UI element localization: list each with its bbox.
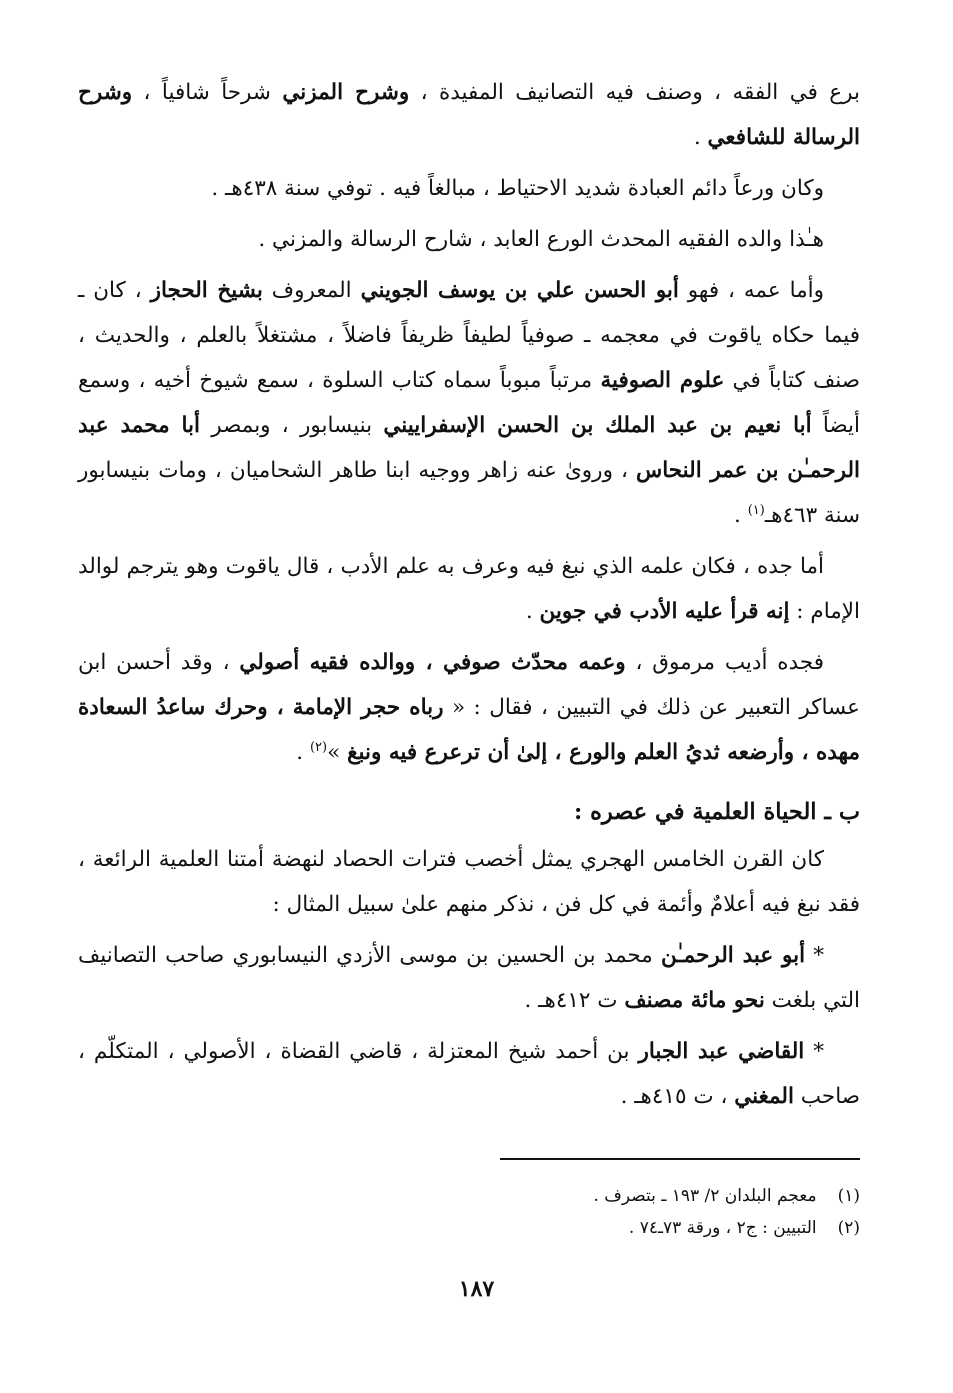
text-span: وكان ورعاً دائم العبادة شديد الاحتياط ، مبالغاً فيه . توفي سنة ٤٣٨هـ . <box>211 176 824 201</box>
paragraph <box>78 70 860 160</box>
bold-text: القاضي عبد الجبار <box>638 1039 805 1064</box>
text-span: » <box>327 740 348 765</box>
footnote-marker: (١) <box>747 502 765 518</box>
text-span: برع في الفقه ، وصنف فيه التصانيف المفيدة ، <box>409 80 860 105</box>
text-span: ت ٤١٢هـ . <box>524 988 625 1013</box>
text-span: مرتباً مبوباً سماه كتاب السلوة ، سمع شيوخ أخيه ، وسمع أيضاً <box>78 368 860 438</box>
bold-text: وشرح الرسالة للشافعي <box>78 80 860 150</box>
paragraph <box>78 837 860 927</box>
text-span: هـٰذا والده الفقيه المحدث الورع العابد ، شارح الرسالة والمزني . <box>258 227 824 252</box>
section-heading: ب ـ الحياة العلمية في عصره : <box>573 799 860 825</box>
text-span: ، وقد أحسن ابن عساكر التعبير عن ذلك في التبيين ، فقال : « <box>78 650 860 720</box>
paragraph <box>78 268 860 538</box>
bold-text: أبو الحسن علي بن يوسف الجويني <box>360 278 679 303</box>
page-number: ١٨٧ <box>458 1276 495 1302</box>
text-span: وأما عمه ، فهو <box>678 278 824 303</box>
paragraph <box>78 1029 860 1119</box>
text-span: بن أحمد شيخ المعتزلة ، قاضي القضاة ، الأصولي ، المتكلّم ، صاحب <box>78 1039 860 1109</box>
bold-text: أبا نعيم بن عبد الملك بن الحسن الإسفراييني <box>383 413 812 438</box>
footnote-2 <box>160 1212 860 1244</box>
text-span: كان القرن الخامس الهجري يمثل أخصب فترات الحصاد لنهضة أمتنا العلمية الرائعة ، فقد نبغ فيه أعلامٌ وأئمة في كل فن ، نذكر منهم علىٰ سبيل المثال : <box>78 847 860 917</box>
bold-text: نحو مائة مصنف <box>624 988 765 1013</box>
text-span: . <box>525 599 540 624</box>
paragraph <box>78 166 860 211</box>
page-body <box>78 70 860 1125</box>
bold-text: أبا محمد عبد الرحمـٰن بن عمر النحاس <box>78 413 860 483</box>
footnote-divider <box>500 1158 860 1160</box>
bold-text: وعمه محدّث صوفي ، ووالده فقيه أصولي <box>239 650 626 675</box>
text-span: ، ت ٤١٥هـ . <box>620 1084 735 1109</box>
paragraph <box>78 544 860 634</box>
paragraph <box>78 933 860 1023</box>
text-span: . <box>734 503 748 528</box>
second-text-block <box>78 837 860 1119</box>
text-span: . <box>296 740 310 765</box>
paragraph <box>78 217 860 262</box>
text-span: ، كان ـ فيما حكاه ياقوت في معجمه ـ صوفياً لطيفاً ظريفاً فاضلاً ، مشتغلاً بالعلم ، والحديث ، صنف كتاباً في <box>78 278 861 393</box>
footnote-text: معجم البلدان ٢/ ١٩٣ ـ بتصرف . <box>593 1186 817 1206</box>
footnote-1 <box>160 1180 860 1212</box>
text-span: . <box>693 125 708 150</box>
bold-text: علوم الصوفية <box>600 368 725 393</box>
text-span: * <box>804 1039 824 1064</box>
text-span: بنيسابور ، وبمصر <box>200 413 384 438</box>
paragraph <box>78 640 860 775</box>
text-span: * <box>805 943 824 968</box>
bold-text: إنه قرأ عليه الأدب في جوين <box>539 599 790 624</box>
footnote-marker: (٢) <box>309 739 328 755</box>
bold-text: أبو عبد الرحمـٰن <box>661 943 806 968</box>
text-span: المعروف <box>262 278 361 303</box>
text-span: شرحاً شافياً ، <box>132 80 283 105</box>
main-text-block <box>78 70 860 775</box>
bold-text: بشيخ الحجاز <box>150 278 263 303</box>
bold-text: المغني <box>734 1084 794 1109</box>
footnote-text: التبيين : ج٢ ، ورقة ٧٣ـ٧٤ . <box>628 1218 817 1238</box>
text-span: ، وروىٰ عنه زاهر ووجيه ابنا طاهر الشحاميان ، ومات بنيسابور سنة ٤٦٣هـ <box>78 458 860 528</box>
text-span: أما جده ، فكان علمه الذي نبغ فيه وعرف به علم الأدب ، قال ياقوت وهو يترجم لوالد الإمام : <box>78 554 860 624</box>
footnote-number: (١) <box>837 1186 860 1206</box>
bold-text: رباه حجر الإمامة ، وحرك ساعدُ السعادة مهده ، وأرضعه ثديُ العلم والورع ، إلىٰ أن ترعرع فيه ونبغ <box>78 695 860 765</box>
footnotes <box>160 1180 860 1244</box>
footnote-number: (٢) <box>837 1218 860 1238</box>
text-span: فجده أديب مرموق ، <box>625 650 824 675</box>
text-span: محمد بن الحسين بن موسى الأزدي النيسابوري صاحب التصانيف التي بلغت <box>78 943 860 1013</box>
bold-text: وشرح المزني <box>282 80 410 105</box>
